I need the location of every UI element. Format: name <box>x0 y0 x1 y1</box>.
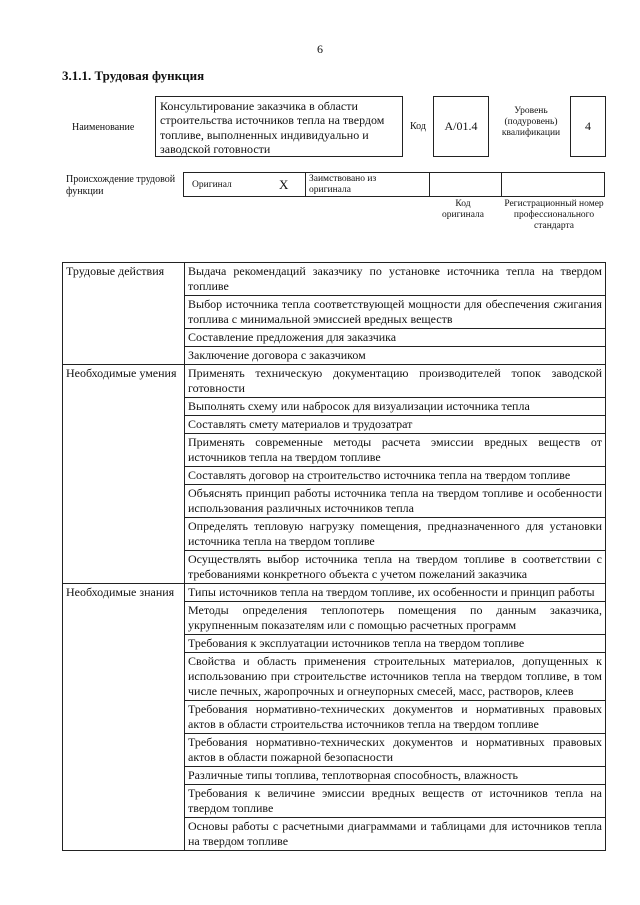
section-item: Требования к величине эмиссии вредных веществ от источников тепла на твердом топливе <box>185 785 606 818</box>
function-table <box>62 262 606 851</box>
reg-number-cell <box>502 173 604 196</box>
section-item: Требования нормативно-технических документов и нормативных правовых актов в области строительства источников тепла на твердом топливе <box>185 701 606 734</box>
table-row <box>63 263 606 296</box>
code-value: A/01.4 <box>444 119 478 133</box>
section-heading: Необходимые умения <box>63 365 185 584</box>
reg-number-caption: Регистрационный номер профессионального стандарта <box>504 199 604 231</box>
section-item: Выполнять схему или набросок для визуализации источника тепла <box>185 398 606 416</box>
original-mark: X <box>279 177 289 192</box>
level-label: Уровень (подуровень) квалификации <box>501 106 561 138</box>
original-cell <box>184 173 306 196</box>
section-item: Осуществлять выбор источника тепла на твердом топливе в соответствии с требованиями конкретного объекта с учетом пожеланий заказчика <box>185 551 606 584</box>
section-item: Различные типы топлива, теплотворная способность, влажность <box>185 767 606 785</box>
table-row <box>63 365 606 398</box>
section-item: Составлять договор на строительство источника тепла на твердом топливе <box>185 467 606 485</box>
function-name-value: Консультирование заказчика в области строительства источников тепла на твердом топливе, выполненных индивидуально и заводской готовности <box>160 99 385 157</box>
name-label: Наименование <box>72 122 135 133</box>
section-item: Выдача рекомендаций заказчику по установке источника тепла на твердом топливе <box>185 263 606 296</box>
section-item: Объяснять принцип работы источника тепла на твердом топливе и особенности использования различных источников тепла <box>185 485 606 518</box>
section-item: Применять техническую документацию производителей топок заводской готовности <box>185 365 606 398</box>
section-item: Требования нормативно-технических документов и нормативных правовых актов в области пожарной безопасности <box>185 734 606 767</box>
section-item: Заключение договора с заказчиком <box>185 347 606 365</box>
section-item: Применять современные методы расчета эмиссии вредных веществ от источников тепла на твердом топливе <box>185 434 606 467</box>
section-heading: Трудовые действия <box>63 263 185 365</box>
code-label: Код <box>410 121 426 132</box>
section-item: Свойства и область применения строительных материалов, допущенных к использованию при строительстве источников тепла на твердом топливе, в том числе печных, жаропрочных и огнеупорных смесей, масс, растворов, клеев <box>185 653 606 701</box>
function-name-box <box>155 96 403 157</box>
page-number: 6 <box>317 42 323 56</box>
section-heading: Необходимые знания <box>63 584 185 851</box>
code-original-caption: Код оригинала <box>442 199 484 220</box>
level-value: 4 <box>585 119 591 133</box>
code-box <box>433 96 489 157</box>
origin-table <box>183 172 605 197</box>
borrowed-cell <box>306 173 430 196</box>
section-item: Типы источников тепла на твердом топливе, их особенности и принцип работы <box>185 584 606 602</box>
section-item: Требования к эксплуатации источников тепла на твердом топливе <box>185 635 606 653</box>
borrowed-label: Заимствовано из оригинала <box>309 174 377 195</box>
code-original-cell <box>430 173 502 196</box>
section-item: Методы определения теплопотерь помещения по данным заказчика, укрупненным показателям или с помощью расчетных программ <box>185 602 606 635</box>
original-label: Оригинал <box>192 180 232 190</box>
section-item: Составлять смету материалов и трудозатрат <box>185 416 606 434</box>
section-item: Основы работы с расчетными диаграммами и таблицами для источников тепла на твердом топливе <box>185 818 606 851</box>
origin-label: Происхождение трудовой функции <box>66 174 176 197</box>
level-box <box>570 96 606 157</box>
section-item: Выбор источника тепла соответствующей мощности для обеспечения сжигания топлива с минимальной эмиссией вредных веществ <box>185 296 606 329</box>
section-item: Составление предложения для заказчика <box>185 329 606 347</box>
section-item: Определять тепловую нагрузку помещения, предназначенного для установки источника тепла на твердом топливе <box>185 518 606 551</box>
table-row <box>63 584 606 602</box>
section-title: 3.1.1. Трудовая функция <box>62 68 205 83</box>
